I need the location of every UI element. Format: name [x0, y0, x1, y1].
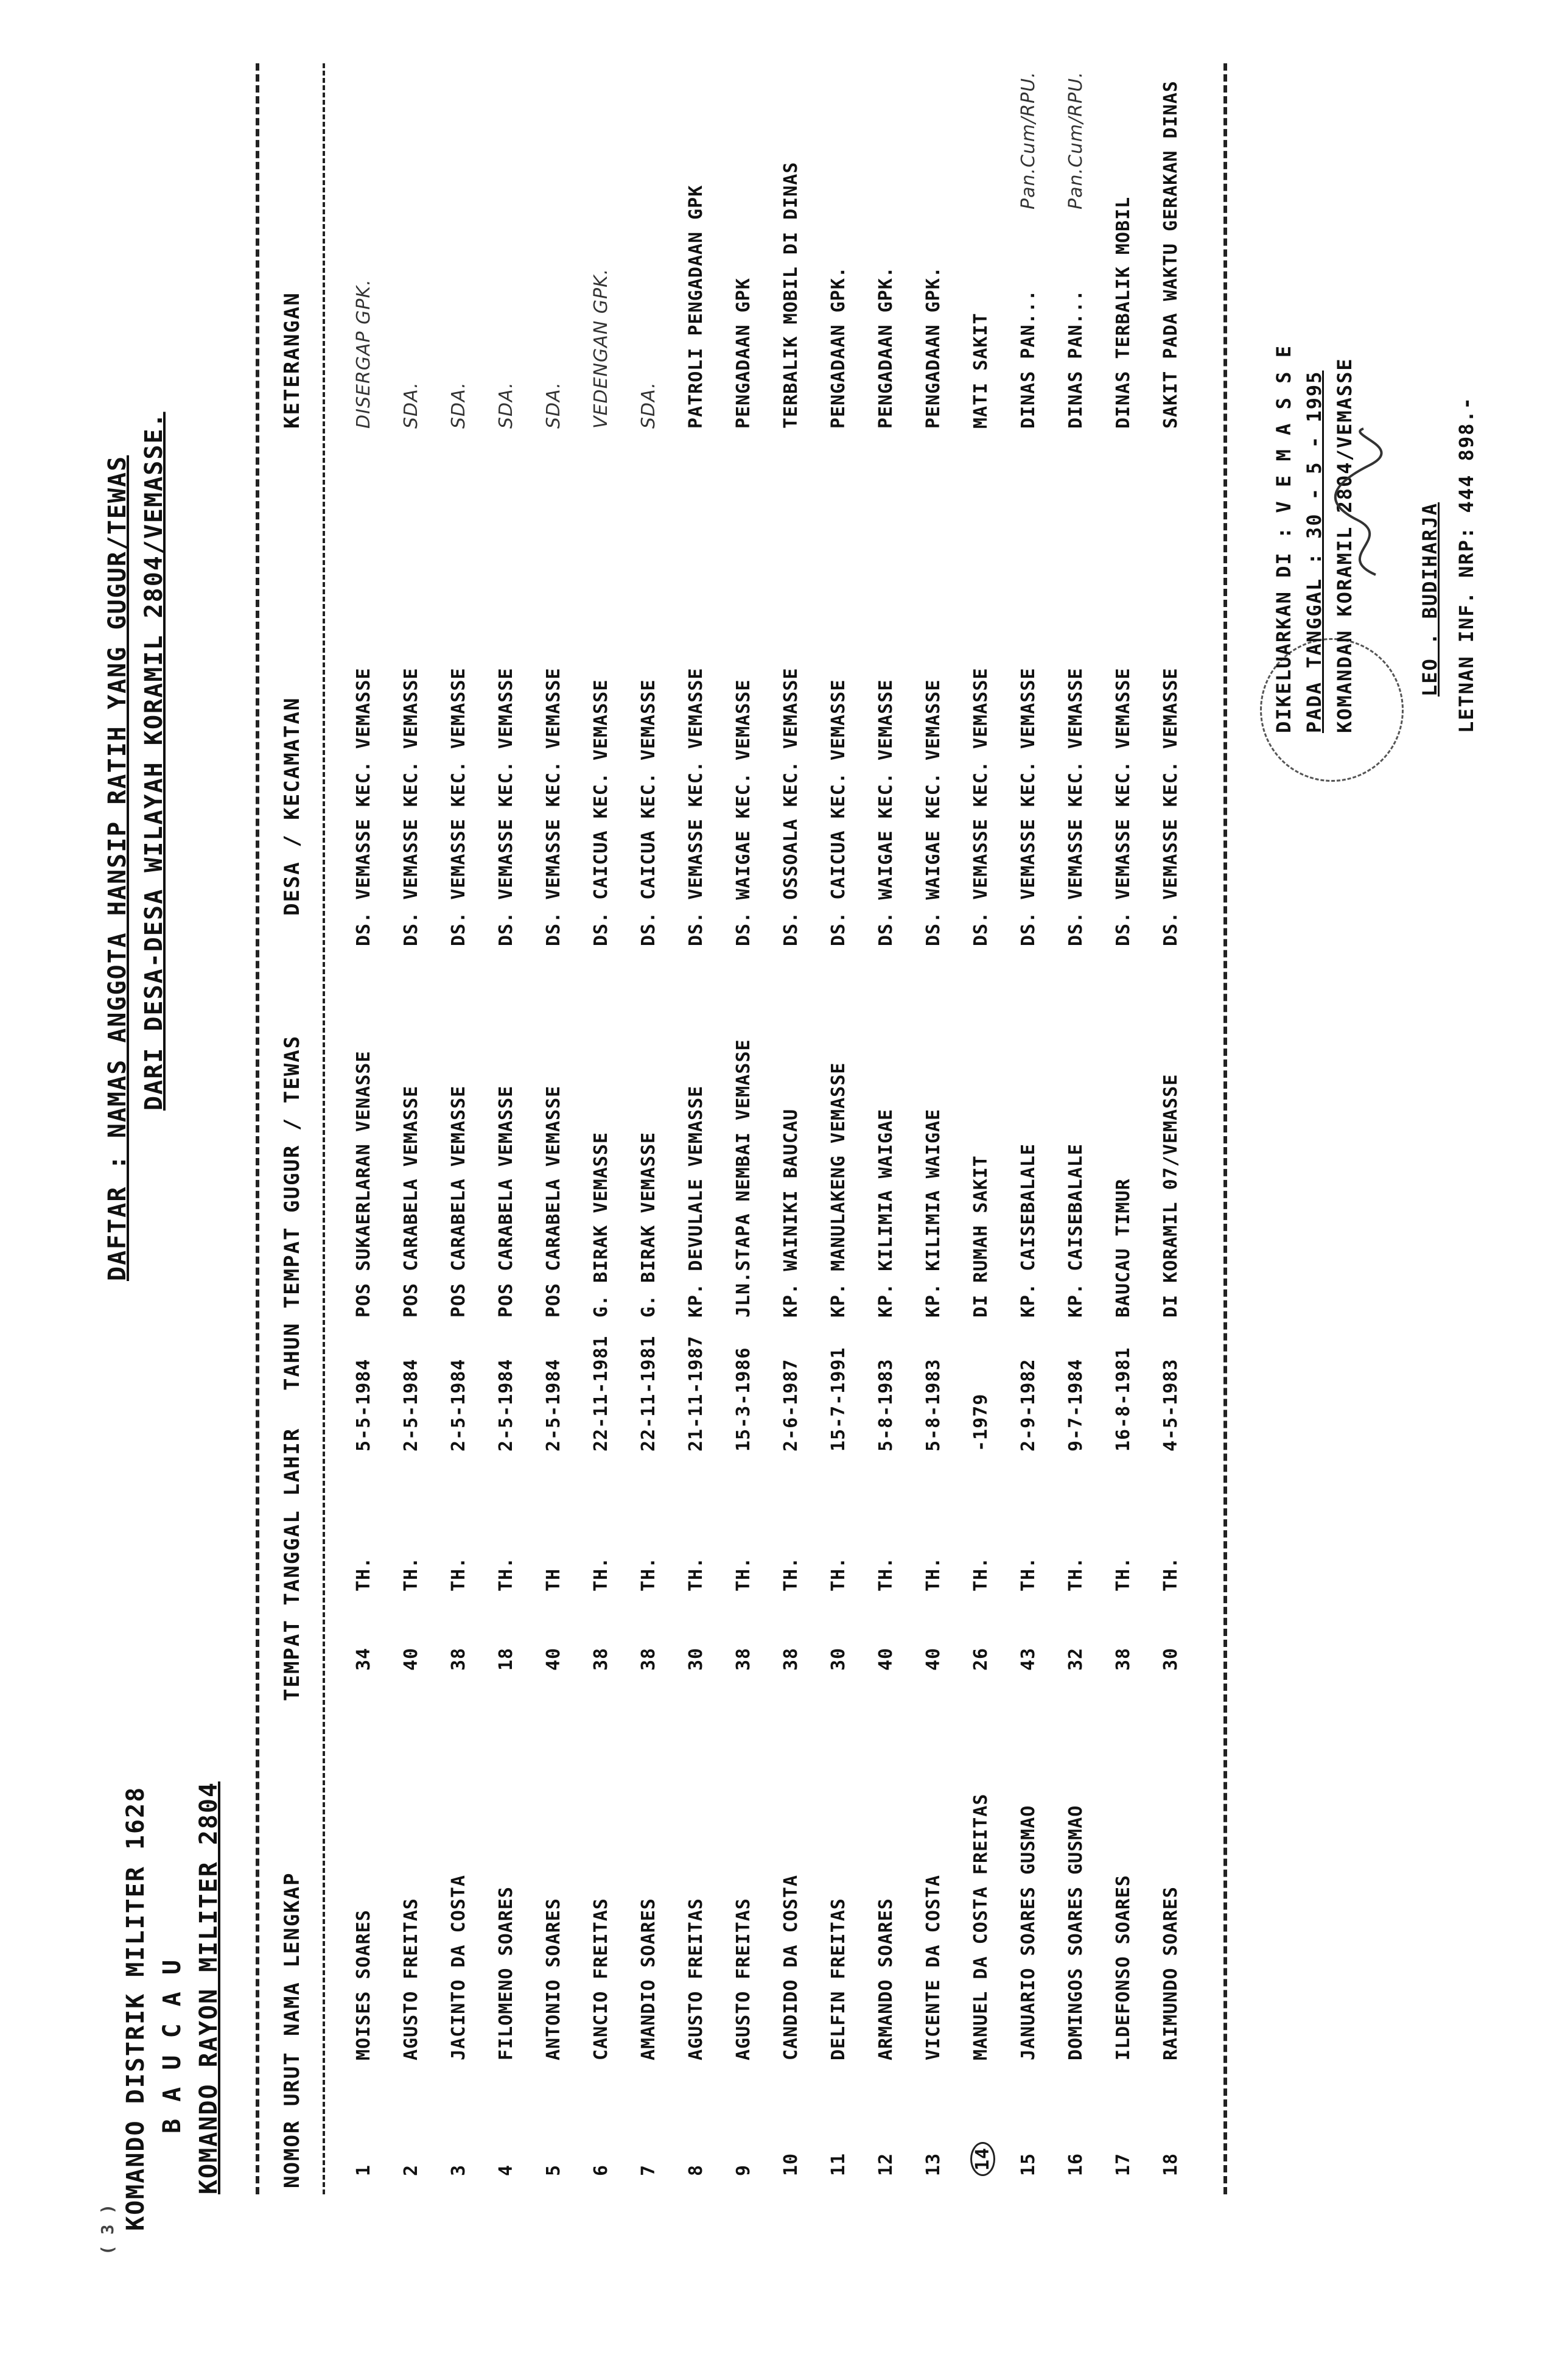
cell-nama: AGUSTO FREITAS — [733, 1898, 754, 2060]
cell-tempat: DI RUMAH SAKIT — [970, 1155, 992, 1318]
cell-tempat: JLN.STAPA NEMBAI VEMASSE — [733, 1039, 754, 1318]
cell-tempat: KP. DEVULALE VEMASSE — [685, 1085, 707, 1318]
cell-nama: CANCIO FREITAS — [590, 1898, 612, 2060]
cell-nama: DELFIN FREITAS — [828, 1898, 849, 2060]
cell-tempat: G. BIRAK VEMASSE — [590, 1132, 612, 1318]
cell-ket: PATROLI PENGADAAN GPK — [685, 184, 707, 429]
signature-line-4: LEO . BUDIHARJA — [1418, 502, 1441, 697]
cell-no: 6 — [590, 2164, 612, 2176]
cell-tahun: 4-5-1983 — [1160, 1358, 1181, 1452]
handwritten-signature-icon — [1321, 423, 1406, 581]
cell-desa: DS. WAIGAE KEC. VEMASSE — [875, 679, 897, 946]
cell-tahun: 21-11-1987 — [685, 1335, 707, 1452]
cell-no: 15 — [1018, 2152, 1039, 2176]
cell-ket: PENGADAAN GPK — [733, 278, 754, 429]
signature-line-3: KOMANDAN KORAMIL 2804/VEMASSE — [1333, 357, 1356, 733]
cell-tahun: 2-5-1984 — [448, 1358, 469, 1452]
cell-ket: SAKIT PADA WAKTU GERAKAN DINAS — [1160, 80, 1181, 429]
cell-handwritten-note: SDA. — [543, 382, 564, 429]
cell-umur: 30 — [685, 1647, 707, 1671]
cell-no: 12 — [875, 2152, 897, 2176]
cell-nama: CANDIDO DA COSTA — [780, 1875, 802, 2060]
cell-tempat: KP. CAISEBALALE — [1065, 1143, 1087, 1318]
cell-no: 13 — [923, 2152, 944, 2176]
cell-umur: 38 — [1113, 1647, 1134, 1671]
cell-tahun: 2-9-1982 — [1018, 1358, 1039, 1452]
cell-umur: 26 — [970, 1647, 992, 1671]
cell-tahun: 2-6-1987 — [780, 1358, 802, 1452]
column-header-lahir: TEMPAT TANGGAL LAHIR — [280, 1427, 304, 1701]
cell-tahun: 5-5-1984 — [353, 1358, 374, 1452]
cell-tahun: 2-5-1984 — [495, 1358, 517, 1452]
cell-tahun: 5-8-1983 — [923, 1358, 944, 1452]
cell-umur: 38 — [638, 1647, 659, 1671]
cell-tempat: POS CARABELA VEMASSE — [543, 1085, 564, 1318]
cell-tahun: 5-8-1983 — [875, 1358, 897, 1452]
cell-desa: DS. VEMASSE KEC. VEMASSE — [353, 667, 374, 946]
cell-th: TH. — [923, 1556, 944, 1592]
table-header-rule — [323, 63, 325, 2194]
cell-tempat: POS CARABELA VEMASSE — [448, 1085, 469, 1318]
column-header-nama: NAMA LENGKAP — [280, 1872, 304, 2036]
cell-handwritten-note: SDA. — [448, 382, 469, 429]
cell-no: 1 — [353, 2164, 374, 2176]
cell-handwritten-note: SDA. — [638, 382, 659, 429]
cell-desa: DS. VEMASSE KEC. VEMASSE — [1018, 667, 1039, 946]
cell-th: TH. — [448, 1556, 469, 1592]
cell-no: 2 — [401, 2164, 422, 2176]
cell-th: TH. — [828, 1556, 849, 1592]
cell-nama: MOISES SOARES — [353, 1909, 374, 2060]
cell-no: 11 — [828, 2152, 849, 2176]
cell-tahun: 9-7-1984 — [1065, 1358, 1087, 1452]
cell-tempat: KP. WAINIKI BAUCAU — [780, 1108, 802, 1318]
cell-umur: 32 — [1065, 1647, 1087, 1671]
cell-ket: TERBALIK MOBIL DI DINAS — [780, 161, 802, 429]
document-title-line-1: DAFTAR : NAMAS ANGGOTA HANSIP RATIH YANG GUGUR/TEWAS — [103, 455, 131, 1281]
cell-nama: ANTONIO SOARES — [543, 1898, 564, 2060]
cell-no: 16 — [1065, 2152, 1087, 2176]
header-line-3: KOMANDO RAYON MILITER 2804 — [195, 1781, 223, 2194]
document-title-line-2: DARI DESA-DESA WILAYAH KORAMIL 2804/VEMASSE. — [140, 412, 168, 1111]
cell-handwritten-note: DISERGAP GPK. — [353, 279, 374, 429]
cell-no: 5 — [543, 2164, 564, 2176]
cell-umur: 38 — [448, 1647, 469, 1671]
cell-tempat: POS CARABELA VEMASSE — [401, 1085, 422, 1318]
table-bottom-rule — [1223, 63, 1227, 2194]
cell-desa: DS. VEMASSE KEC. VEMASSE — [448, 667, 469, 946]
cell-tempat: DI KORAMIL 07/VEMASSE — [1160, 1073, 1181, 1318]
cell-tahun: 2-5-1984 — [401, 1358, 422, 1452]
cell-ket: MATI SAKIT — [970, 312, 992, 429]
cell-umur: 38 — [780, 1647, 802, 1671]
cell-tahun: 15-3-1986 — [733, 1347, 754, 1452]
cell-tahun: 22-11-1981 — [590, 1335, 612, 1452]
cell-ket: DINAS TERBALIK MOBIL — [1113, 196, 1134, 429]
cell-desa: DS. VEMASSE KEC. VEMASSE — [495, 667, 517, 946]
cell-nama: JANUARIO SOARES GUSMAO — [1018, 1805, 1039, 2060]
cell-desa: DS. CAICUA KEC. VEMASSE — [590, 679, 612, 946]
cell-no: 7 — [638, 2164, 659, 2176]
cell-th: TH. — [1113, 1556, 1134, 1592]
cell-desa: DS. OSSOALA KEC. VEMASSE — [780, 667, 802, 946]
cell-handwritten-note: VEDENGAN GPK. — [590, 268, 612, 429]
cell-desa: DS. WAIGAE KEC. VEMASSE — [923, 679, 944, 946]
cell-desa: DS. VEMASSE KEC. VEMASSE — [401, 667, 422, 946]
cell-umur: 38 — [590, 1647, 612, 1671]
cell-tahun: 22-11-1981 — [638, 1335, 659, 1452]
cell-no: 9 — [733, 2164, 754, 2176]
cell-desa: DS. WAIGAE KEC. VEMASSE — [733, 679, 754, 946]
table-row — [1148, 0, 1209, 2377]
cell-nama: AGUSTO FREITAS — [401, 1898, 422, 2060]
cell-tahun: 16-8-1981 — [1113, 1347, 1134, 1452]
cell-umur: 18 — [495, 1647, 517, 1671]
cell-nama: VICENTE DA COSTA — [923, 1875, 944, 2060]
table-body — [341, 0, 1217, 2377]
cell-desa: DS. CAICUA KEC. VEMASSE — [638, 679, 659, 946]
cell-th: TH. — [780, 1556, 802, 1592]
table-top-rule — [256, 63, 259, 2194]
cell-no: 14 — [970, 2142, 995, 2176]
cell-tempat: KP. MANULAKENG VEMASSE — [828, 1062, 849, 1318]
column-header-keterangan: KETERANGAN — [280, 292, 304, 429]
cell-nama: AMANDIO SOARES — [638, 1898, 659, 2060]
cell-tempat: KP. KILIMIA WAIGAE — [923, 1108, 944, 1318]
cell-tahun: -1979 — [970, 1393, 992, 1452]
cell-desa: DS. CAICUA KEC. VEMASSE — [828, 679, 849, 946]
cell-tempat: BAUCAU TIMUR — [1113, 1178, 1134, 1318]
cell-handwritten-note: Pan.Cum/RPU. — [1018, 71, 1039, 209]
cell-th: TH. — [590, 1556, 612, 1592]
cell-ket: PENGADAAN GPK. — [828, 266, 849, 429]
cell-nama: JACINTO DA COSTA — [448, 1875, 469, 2060]
signature-line-5: LETNAN INF. NRP: 444 898.- — [1455, 396, 1478, 733]
signature-line-2: PADA TANGGAL : 30 - 5 - 1995 — [1303, 370, 1326, 733]
cell-ket: PENGADAAN GPK. — [875, 266, 897, 429]
cell-desa: DS. VEMASSE KEC. VEMASSE — [1160, 667, 1181, 946]
column-header-desa: DESA / KECAMATAN — [280, 697, 304, 916]
cell-no: 3 — [448, 2164, 469, 2176]
cell-no: 18 — [1160, 2152, 1181, 2176]
cell-th: TH — [543, 1568, 564, 1592]
cell-tahun: 2-5-1984 — [543, 1358, 564, 1452]
cell-th: TH. — [1065, 1556, 1087, 1592]
cell-nama: ILDEFONSO SOARES — [1113, 1875, 1134, 2060]
cell-no: 10 — [780, 2152, 802, 2176]
cell-th: TH. — [1018, 1556, 1039, 1592]
cell-umur: 38 — [733, 1647, 754, 1671]
cell-umur: 30 — [828, 1647, 849, 1671]
cell-desa: DS. VEMASSE KEC. VEMASSE — [1065, 667, 1087, 946]
cell-th: TH. — [875, 1556, 897, 1592]
cell-ket: PENGADAAN GPK. — [923, 266, 944, 429]
cell-handwritten-note: SDA. — [495, 382, 517, 429]
cell-no: 8 — [685, 2164, 707, 2176]
cell-th: TH. — [970, 1556, 992, 1592]
page-mark: ( 3 ) — [97, 2203, 117, 2255]
column-header-nomor: NOMOR URUT — [280, 2051, 304, 2188]
cell-nama: DOMINGOS SOARES GUSMAO — [1065, 1805, 1087, 2060]
cell-th: TH. — [733, 1556, 754, 1592]
cell-tempat: G. BIRAK VEMASSE — [638, 1132, 659, 1318]
header-line-1: KOMANDO DISTRIK MILITER 1628 — [122, 1786, 150, 2231]
cell-umur: 40 — [543, 1647, 564, 1671]
cell-nama: ARMANDO SOARES — [875, 1898, 897, 2060]
cell-desa: DS. VEMASSE KEC. VEMASSE — [1113, 667, 1134, 946]
cell-handwritten-note: SDA. — [401, 382, 422, 429]
cell-desa: DS. VEMASSE KEC. VEMASSE — [685, 667, 707, 946]
cell-handwritten-note: Pan.Cum/RPU. — [1065, 71, 1087, 209]
cell-tempat: KP. KILIMIA WAIGAE — [875, 1108, 897, 1318]
cell-nama: RAIMUNDO SOARES — [1160, 1886, 1181, 2060]
cell-nama: AGUSTO FREITAS — [685, 1898, 707, 2060]
column-header-gugur: TAHUN TEMPAT GUGUR / TEWAS — [280, 1034, 304, 1391]
cell-umur: 40 — [401, 1647, 422, 1671]
cell-umur: 40 — [923, 1647, 944, 1671]
cell-ket: DINAS PAN... — [1018, 289, 1039, 429]
cell-th: TH. — [353, 1556, 374, 1592]
cell-tempat: KP. CAISEBALALE — [1018, 1143, 1039, 1318]
cell-th: TH. — [685, 1556, 707, 1592]
cell-umur: 30 — [1160, 1647, 1181, 1671]
cell-no: 4 — [495, 2164, 517, 2176]
cell-tempat: POS CARABELA VEMASSE — [495, 1085, 517, 1318]
signature-line-1: DIKELUARKAN DI : V E M A S S E — [1272, 345, 1295, 733]
cell-nama: FILOMENO SOARES — [495, 1886, 517, 2060]
cell-umur: 43 — [1018, 1647, 1039, 1671]
cell-tempat: POS SUKAERLARAN VENASSE — [353, 1050, 374, 1318]
cell-ket: DINAS PAN... — [1065, 289, 1087, 429]
cell-umur: 40 — [875, 1647, 897, 1671]
header-line-2: B A U C A U — [158, 1959, 186, 2133]
cell-desa: DS. VEMASSE KEC. VEMASSE — [543, 667, 564, 946]
cell-tahun: 15-7-1991 — [828, 1347, 849, 1452]
cell-th: TH. — [495, 1556, 517, 1592]
cell-no: 17 — [1113, 2152, 1134, 2176]
cell-th: TH. — [1160, 1556, 1181, 1592]
cell-nama: MANUEL DA COSTA FREITAS — [970, 1793, 992, 2060]
cell-th: TH. — [401, 1556, 422, 1592]
cell-desa: DS. VEMASSE KEC. VEMASSE — [970, 667, 992, 946]
cell-umur: 34 — [353, 1647, 374, 1671]
cell-th: TH. — [638, 1556, 659, 1592]
